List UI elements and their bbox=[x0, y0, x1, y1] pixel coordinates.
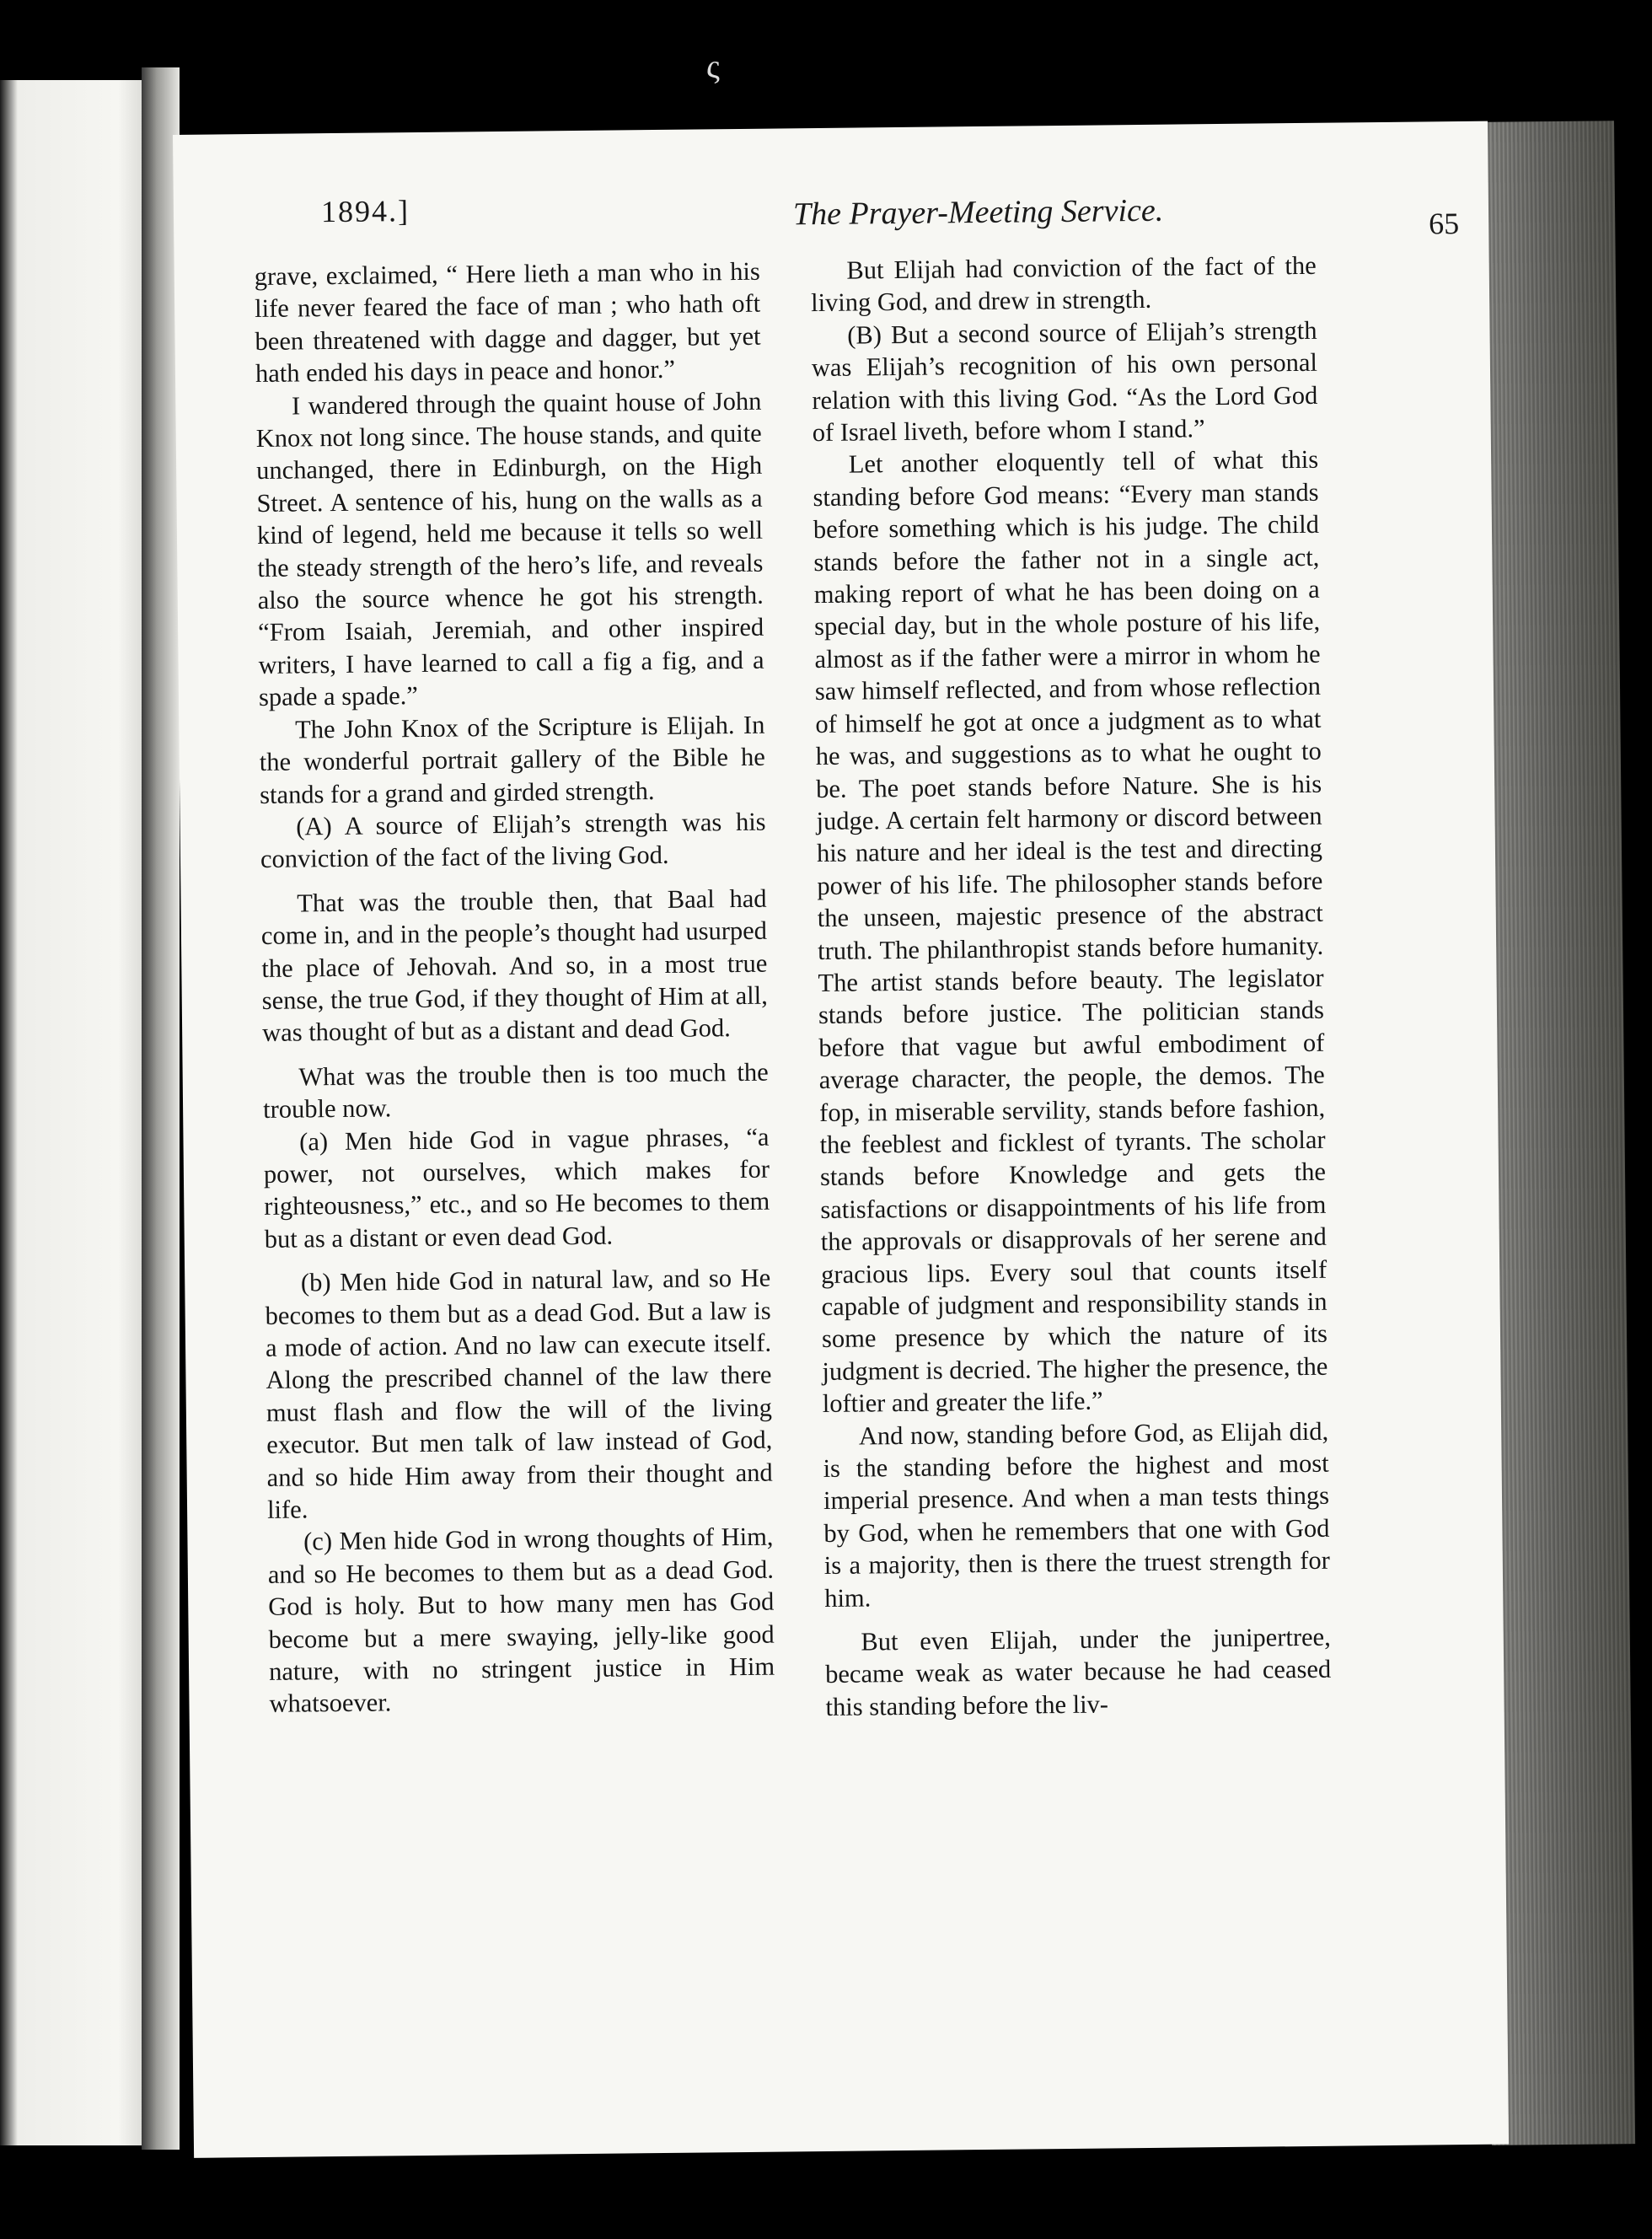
right-column bbox=[811, 250, 1332, 1723]
paragraph: (A) A source of Elijah’s strength was his conviction of the fact of the living God. bbox=[260, 807, 766, 874]
paragraph: (c) Men hide God in wrong thoughts of Him, and so He becomes to them but as a dead God. God is holy. But to how many men has God become but a mere swaying, jelly-like good nature, with no stringent justice in Him whatsoever. bbox=[267, 1522, 775, 1719]
paragraph: But Elijah had conviction of the fact of the living God, and drew in strength. bbox=[810, 250, 1317, 318]
paragraph: (B) But a second source of Elijah’s strength was Elijah’s recognition of his own personal relation with this living God. “As the Lord God of Israel liveth, before whom I stand.” bbox=[811, 315, 1318, 448]
page-number: 65 bbox=[1428, 207, 1460, 241]
paragraph: And now, standing before God, as Elijah did, is the standing before the highest and most imperial presence. And when a man tests things by God, when he remembers that one with God is a majority, then is there the truest strength for him. bbox=[823, 1416, 1330, 1613]
left-page-edge bbox=[0, 80, 148, 2145]
book-gutter bbox=[142, 67, 180, 2150]
top-margin-mark: ς bbox=[706, 47, 720, 85]
paragraph: (b) Men hide God in natural law, and so He becomes to them but as a dead God. But a law is a mode of action. And no law can execute itself. Along the prescribed channel of the law there must flash and flow the will of the living executor. But men talk of law instead of God, and so hide Him away from their thought and life. bbox=[265, 1263, 773, 1524]
paragraph: The John Knox of the Scripture is Elijah. In the wonderful portrait gallery of the Bible he stands for a grand and girded strength. bbox=[259, 710, 765, 809]
paragraph: Let another eloquently tell of what this standing before God means: “Every man stands before something which is his judge. The child stands before the father not in a single act, making report of what he has been doing on a special day, but in the whole posture of his life, almost as if the father were a mirror in whom he saw himself reflected, and from whose reflection of himself he got at once a judgment as to what he was, and suggestions as to what he ought to be. The poet stands before Nature. She is his judge. A certain felt harmony or discord between his nature and her ideal is the test and directing power of his life. The philosopher stands before the unseen, majestic presence of the abstract truth. The philanthropist stands before humanity. The artist stands before beauty. The legislator stands before justice. The politician stands before that vague but awful embodiment of average character, the people, the demos. The fop, in miserable servility, stands before fashion, the feeblest and ficklest of tyrants. The scholar stands before Knowledge and gets the satisfactions or disappointments of his life from the approvals or disapprovals of her serene and gracious lips. Every soul that counts itself capable of judgment and responsibility stands in some presence by which the nature of its judgment is decried. The higher the presence, the loftier and greater the life.” bbox=[813, 445, 1328, 1419]
paragraph: What was the trouble then is too much the trouble now. bbox=[262, 1057, 769, 1125]
book-page bbox=[173, 121, 1509, 2158]
header-year: 1894.] bbox=[320, 194, 410, 229]
left-column bbox=[255, 255, 775, 1721]
paragraph: (a) Men hide God in vague phrases, “a power, not ourselves, which makes for righteousness,” etc., and so He becomes to them but as a distant or even dead God. bbox=[263, 1122, 770, 1254]
paragraph: That was the trouble then, that Baal had come in, and in the people’s thought had usurped the place of Jehovah. And so, in a most true sense, the true God, if they thought of Him at all, was thought of but as a distant and dead God. bbox=[260, 883, 768, 1048]
paragraph: But even Elijah, under the junipertree, became weak as water because he had ceased this standing before the liv- bbox=[824, 1622, 1332, 1721]
paragraph: I wandered through the quaint house of John Knox not long since. The house stands, and quite unchanged, there in Edinburgh, on the High Street. A sentence of his, hung on the walls as a kind of legend, held me because it tells so well the steady strength of the hero’s life, and reveals also the source whence he got his strength. “From Isaiah, Jeremiah, and other inspired writers, I have learned to call a fig a fig, and a spade a spade.” bbox=[255, 386, 764, 712]
running-title: The Prayer-Meeting Service. bbox=[792, 192, 1164, 233]
paragraph: grave, exclaimed, “ Here lieth a man who in his life never feared the face of man ; who hath oft been threatened with dagge and dagger, but yet hath ended his days in peace and honor.” bbox=[254, 256, 761, 389]
